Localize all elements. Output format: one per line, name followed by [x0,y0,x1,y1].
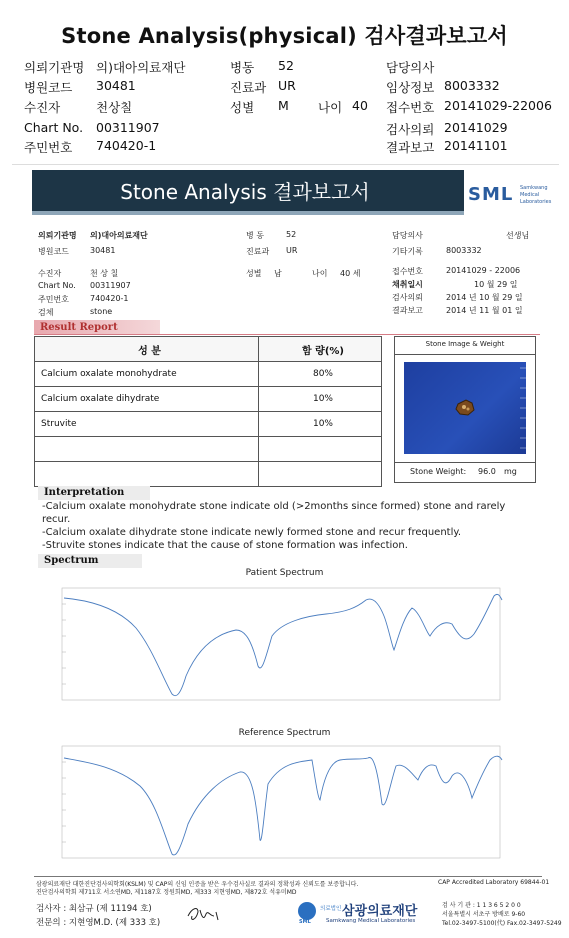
scan-chart-label: Chart No. [38,281,76,290]
report-title: Stone Analysis(physical) 검사결과보고서 [61,24,508,48]
col-amount-header: 함 량(%) [259,337,382,362]
row-component: Calcium oxalate dihydrate [35,387,259,412]
logo-sub3: Laboratories [520,199,552,205]
hosp-code-value: 30481 [96,78,136,93]
stone-photo [404,362,526,454]
scan-hosp-value: 30481 [90,246,116,255]
spectrum-heading: Spectrum [38,554,142,568]
scan-clinic-value: UR [286,246,298,255]
interpretation-line: -Struvite stones indicate that the cause of stone formation was infection. [42,540,408,551]
signature [184,902,224,926]
interpretation-line: -Calcium oxalate monohydrate stone indicate old (>2months since formed) stone and rarely [42,501,506,512]
scan-request-value: 2014 년 10 월 29 일 [446,293,523,302]
sml-circle-logo [298,902,316,920]
dept-value: 52 [278,58,294,73]
scan-age-value: 40 세 [340,269,361,278]
logo-sub1: Samkwang [520,185,548,191]
sex-label: 성별 [230,100,255,115]
scan-sex-value: 남 [274,269,282,278]
interpretation-heading: Interpretation [38,486,150,500]
report-value: 20141101 [444,138,508,153]
stone-weight-label: Stone Weight: [410,467,467,476]
receipt-label: 접수번호 [386,100,435,115]
scan-name-value: 천 상 칠 [90,269,119,278]
stone-weight-value: 96.0 [478,467,496,476]
clinic-value: UR [278,78,296,93]
address-line2: 서울특별시 서초구 방배로 9-60 [442,911,526,918]
clinical-info-value: 8003332 [444,78,500,93]
scan-age-label: 나이 [312,269,328,278]
scan-collect-value: 10 월 29 일 [474,280,518,289]
sml-circle-text: SML [299,919,311,925]
row-amount: 10% [259,412,382,437]
scan-name-label: 수진자 [38,269,62,278]
cap-accreditation: CAP Accredited Laboratory 69844-01 [438,879,550,886]
scan-hosp-label: 병원코드 [38,247,69,256]
scan-ref-label: 기타기록 [392,247,423,256]
result-table [34,336,382,487]
scan-receipt-label: 접수번호 [392,267,423,276]
scan-receipt-value: 20141029 - 22006 [446,266,521,275]
scan-request-label: 검사의뢰 [392,293,423,302]
row-amount: 10% [259,387,382,412]
doctor-label: 담당의사 [386,60,435,75]
table-row [35,387,382,412]
row-component: Calcium oxalate monohydrate [35,362,259,387]
scan-doctor-label: 담당의사 [392,231,423,240]
age-value: 40 [352,98,368,113]
scan-org-value: 의)대아의료재단 [90,231,148,240]
brand-en: Samkwang Medical Laboratories [326,918,416,924]
footer-line1: 삼광의료재단 대한진단검사의학회(KSLM) 및 CAP의 신임 인증을 받은 우수검사실로 결과의 정확성과 신뢰도를 보증합니다. [36,881,359,888]
patient-spectrum-plot [56,586,506,710]
scan-dept-label: 병 동 [246,231,264,240]
specialist: 전문의 : 지현영M.D. (제 333 호) [36,918,161,928]
stone-weight-unit: mg [504,467,517,476]
scan-org-label: 의뢰기관명 [38,231,77,240]
table-header-row [35,337,382,362]
scan-spec-label: 검체 [38,308,54,317]
sex-value: M [278,98,289,113]
chart-value: 00311907 [96,120,160,135]
row-amount: 80% [259,362,382,387]
scan-ref-value: 8003332 [446,246,482,255]
request-value: 20141029 [444,120,508,135]
table-row [35,462,382,487]
logo-text: SML [468,184,514,205]
result-report-divider [34,334,540,335]
table-row [35,362,382,387]
clinical-info-label: 임상정보 [386,80,435,95]
dept-label: 병동 [230,60,255,75]
scan-collect-label: 채취일시 [392,280,423,289]
receipt-value: 20141029-22006 [444,98,552,113]
row-component: Struvite [35,412,259,437]
request-label: 검사의뢰 [386,122,435,137]
interpretation-line: -Calcium oxalate dihydrate stone indicate newly formed stone and recur frequently. [42,527,462,538]
rrn-value: 740420-1 [96,138,157,153]
stone-weight-divider [394,462,536,463]
footer-line2: 진단검사의학회 제711호 서소연MD, 제1187호 정원희MD, 제333 지현영MD, 제872호 석유미MD [36,889,297,896]
stone-image-title: Stone Image & Weight [425,340,505,348]
logo-sub2: Medical [520,192,540,198]
collector-value: 천상칠 [96,100,133,115]
banner-title: Stone Analysis 결과보고서 [120,180,370,204]
address-line1: 검 사 기 관 : 1 1 3 6 5 2 0 0 [442,902,521,909]
brand-prefix: 의료법인 [320,906,342,912]
table-row [35,437,382,462]
address-line3: Tel.02-3497-5100(代) Fax.02-3497-5249 [442,920,562,927]
scan-clinic-label: 진료과 [246,247,270,256]
scan-rrn-label: 주민번호 [38,295,69,304]
scan-sex-label: 성별 [246,269,262,278]
col-component-header: 성 분 [35,337,259,362]
footer-divider [34,876,542,877]
stone-image [404,362,526,454]
org-value: 의)대아의료재단 [96,60,186,75]
tester: 검사자 : 최삼규 (제 11194 호) [36,904,152,914]
scan-report-label: 결과보고 [392,306,423,315]
table-row [35,412,382,437]
sml-logo [468,182,558,212]
interpretation-line: recur. [42,514,71,525]
stone-title-divider [394,354,536,355]
report-label: 결과보고 [386,140,435,155]
rrn-label: 주민번호 [24,140,73,155]
scan-doctor-value: 선생님 [506,231,530,240]
scan-spec-value: stone [90,307,113,316]
scan-chart-value: 00311907 [90,281,131,290]
chart-label: Chart No. [24,120,84,135]
clinic-label: 진료과 [230,80,267,95]
patient-spectrum-title: Patient Spectrum [245,568,324,578]
reference-spectrum-plot [56,744,506,868]
age-label: 나이 [318,100,343,115]
collector-label: 수진자 [24,100,61,115]
scan-rrn-value: 740420-1 [90,294,129,303]
scan-report-value: 2014 년 11 월 01 일 [446,306,523,315]
scan-dept-value: 52 [286,230,297,239]
reference-spectrum-title: Reference Spectrum [238,728,331,738]
result-report-heading: Result Report [34,320,160,335]
org-label: 의뢰기관명 [24,60,85,75]
brand-name: 삼광의료재단 [342,904,418,919]
hosp-code-label: 병원코드 [24,80,73,95]
